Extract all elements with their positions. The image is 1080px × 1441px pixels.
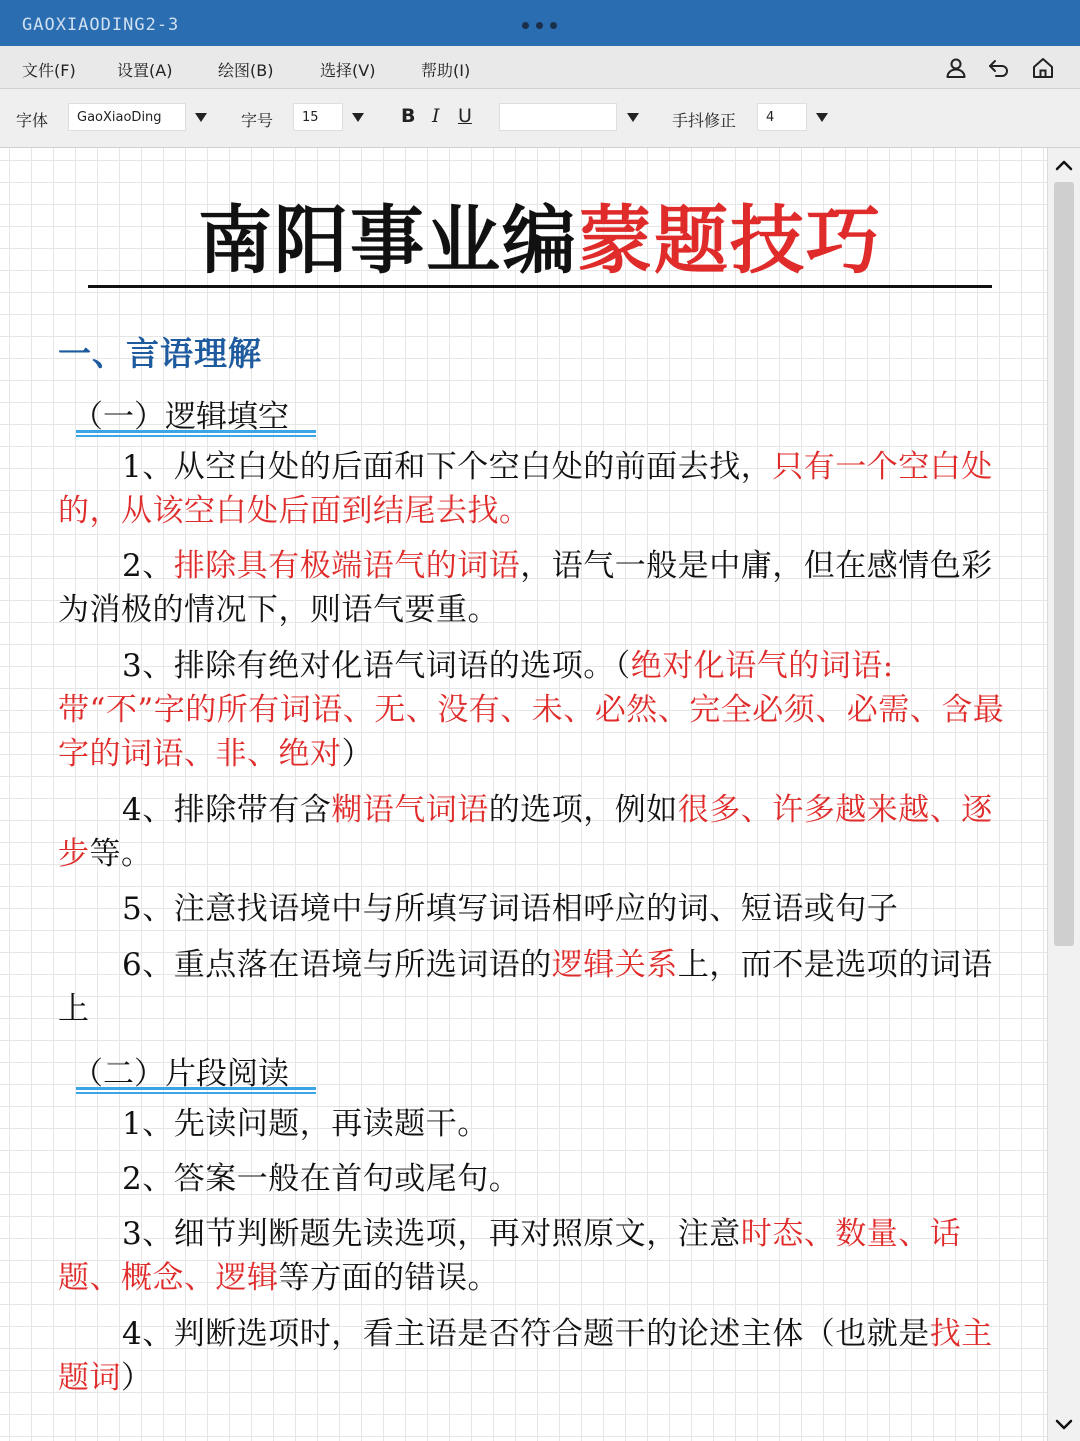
window-title: GAOXIAODING2-3 xyxy=(22,15,180,35)
title-bar xyxy=(0,0,1080,46)
undo-icon[interactable] xyxy=(987,56,1011,80)
title-red-part: 蒙题技巧 xyxy=(578,198,882,284)
menu-help[interactable]: 帮助(I) xyxy=(421,61,471,80)
reading-item-1: 1、先读问题，再读题干。 xyxy=(122,1106,489,1142)
paragraph-4: 4、排除带有含糊语气词语的选项，例如很多、许多越来越、逐步等。 xyxy=(58,792,993,872)
menu-settings[interactable]: 设置(A) xyxy=(117,61,173,80)
size-label: 字号 xyxy=(241,111,274,130)
shake-correction-select[interactable]: 4 xyxy=(757,103,807,131)
size-dropdown-arrow-icon[interactable] xyxy=(345,103,371,131)
size-select[interactable]: 15 xyxy=(293,103,343,131)
reading-item-3: 3、细节判断题先读选项，再对照原文，注意时态、数量、话题、概念、逻辑等方面的错误。 xyxy=(58,1216,962,1296)
menu-draw[interactable]: 绘图(B) xyxy=(218,61,274,80)
more-options-icon[interactable] xyxy=(522,22,557,29)
user-icon[interactable] xyxy=(944,56,968,80)
menu-select[interactable]: 选择(V) xyxy=(320,61,376,80)
paragraph-1: 1、从空白处的后面和下个空白处的前面去找，只有一个空白处的，从该空白处后面到结尾去找。 xyxy=(58,449,993,529)
reading-item-4: 4、判断选项时，看主语是否符合题干的论述主体（也就是找主题词） xyxy=(58,1316,993,1396)
shake-dropdown-arrow-icon[interactable] xyxy=(809,103,835,131)
italic-button[interactable]: I xyxy=(432,105,440,127)
bold-button[interactable]: B xyxy=(401,105,416,127)
paragraph-3: 3、排除有绝对化语气词语的选项。（绝对化语气的词语:带“不”字的所有词语、无、没有、未、必然、完全必须、必需、含最字的词语、非、绝对） xyxy=(58,648,1005,772)
paragraph-6: 6、重点落在语境与所选词语的逻辑关系上，而不是选项的词语上 xyxy=(58,947,993,1027)
menu-bar xyxy=(0,46,1080,89)
scrollbar-thumb[interactable] xyxy=(1054,182,1074,946)
document-title xyxy=(0,198,1047,284)
subheading-underline xyxy=(76,430,316,437)
shake-correction-label: 手抖修正 xyxy=(672,111,737,130)
color-select[interactable] xyxy=(499,103,617,131)
font-dropdown-arrow-icon[interactable] xyxy=(188,103,214,131)
title-black-part: 南阳事业编 xyxy=(198,198,578,284)
paragraph-2: 2、排除具有极端语气的词语，语气一般是中庸，但在感情色彩为消极的情况下，则语气要重。 xyxy=(58,548,993,628)
subheading-underline xyxy=(76,1087,316,1094)
title-divider xyxy=(88,285,992,288)
document-canvas[interactable] xyxy=(0,148,1047,1441)
subheading-logic-fill: （一）逻辑填空 xyxy=(72,399,289,435)
reading-item-2: 2、答案一般在首句或尾句。 xyxy=(122,1161,521,1197)
scroll-up-icon[interactable] xyxy=(1054,156,1074,176)
section-heading: 一、言语理解 xyxy=(58,334,262,373)
underline-button[interactable]: U xyxy=(458,105,472,127)
menu-file[interactable]: 文件(F) xyxy=(22,61,76,80)
scroll-down-icon[interactable] xyxy=(1054,1414,1074,1434)
font-label: 字体 xyxy=(16,111,49,130)
paragraph-5: 5、注意找语境中与所填写词语相呼应的词、短语或句子 xyxy=(122,891,899,927)
color-dropdown-arrow-icon[interactable] xyxy=(620,103,646,131)
home-icon[interactable] xyxy=(1031,56,1055,80)
subheading-passage-reading: （二）片段阅读 xyxy=(72,1056,289,1092)
font-select[interactable]: GaoXiaoDing xyxy=(68,103,186,131)
vertical-scrollbar[interactable] xyxy=(1047,148,1080,1441)
format-toolbar xyxy=(0,89,1080,148)
